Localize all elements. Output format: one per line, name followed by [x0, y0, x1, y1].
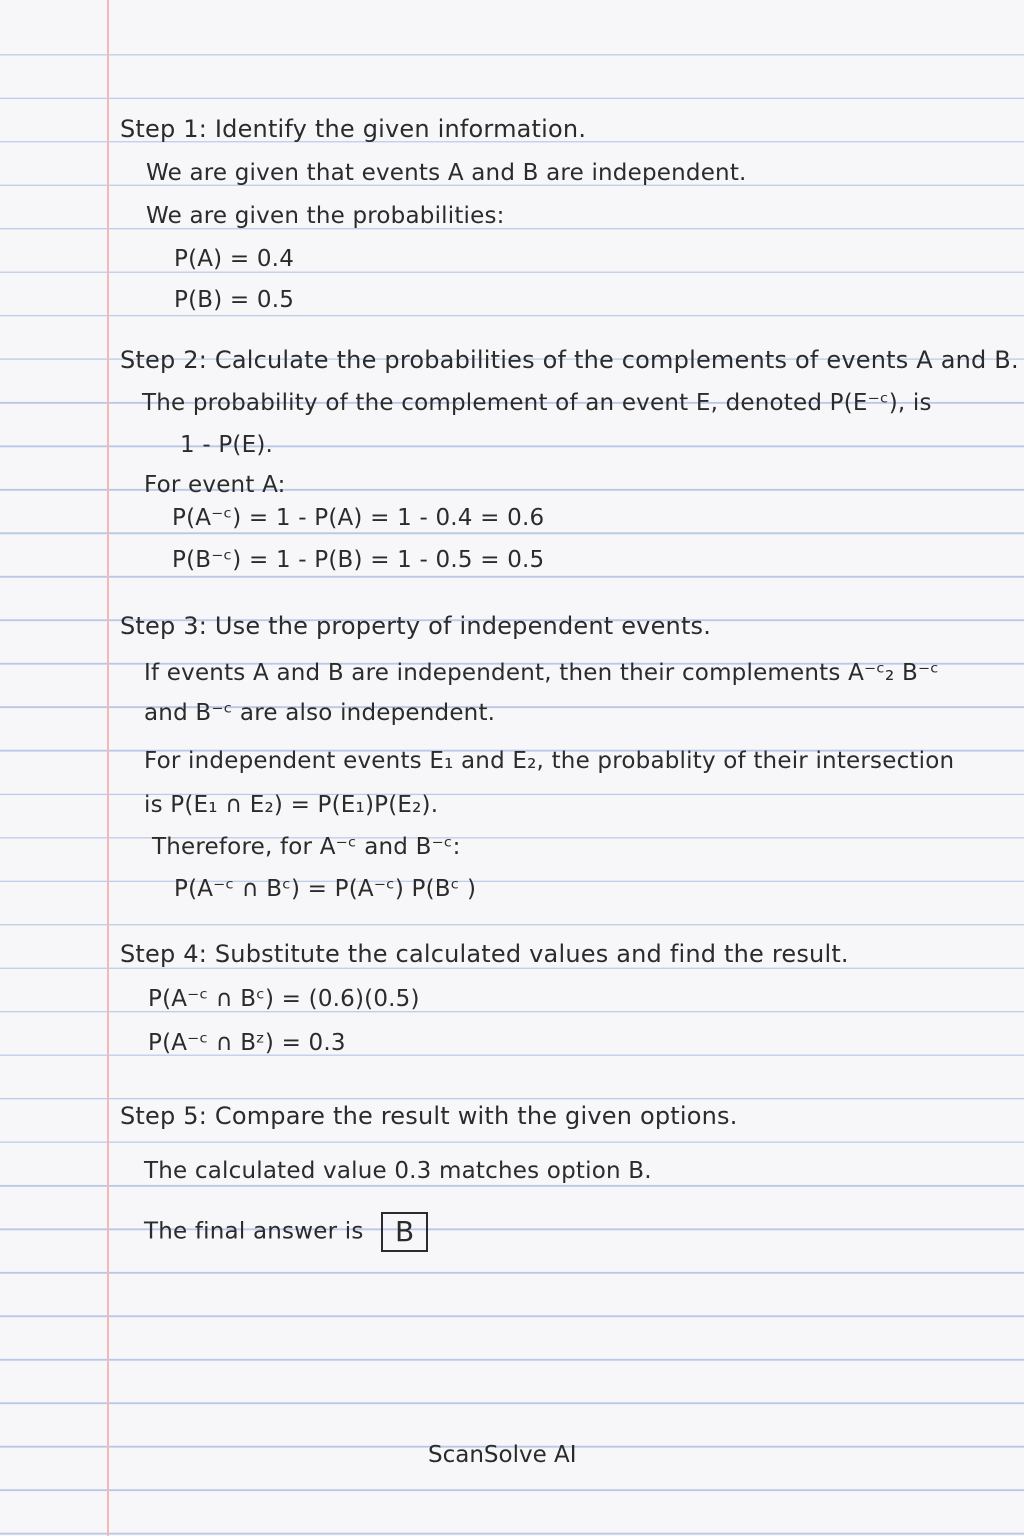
step-2-line-1: The probability of the complement of an event E, denoted P(E⁻ᶜ), is [142, 390, 932, 416]
step-3-line-4: is P(E₁ ∩ E₂) = P(E₁)P(E₂). [144, 792, 439, 818]
step-3-heading: Step 3: Use the property of independent events. [120, 612, 712, 640]
step-1-line-3: P(A) = 0.4 [174, 246, 295, 272]
step-2-heading: Step 2: Calculate the probabilities of the complements of events A and B. [120, 346, 1019, 374]
step-5-heading: Step 5: Compare the result with the given options. [120, 1102, 738, 1130]
step-1-line-1: We are given that events A and B are independent. [146, 160, 747, 186]
final-answer-box: B [381, 1212, 428, 1252]
step-2-line-3: For event A: [144, 472, 286, 498]
step-3-line-6: P(A⁻ᶜ ∩ Bᶜ) = P(A⁻ᶜ) P(Bᶜ ) [174, 876, 477, 902]
step-4-line-2: P(A⁻ᶜ ∩ Bᶻ) = 0.3 [148, 1030, 346, 1056]
footer-brand: ScanSolve AI [428, 1442, 577, 1468]
step-5-line-1: The calculated value 0.3 matches option B. [144, 1158, 652, 1184]
step-2-line-4: P(A⁻ᶜ) = 1 - P(A) = 1 - 0.4 = 0.6 [172, 505, 545, 531]
final-answer-line [144, 1212, 428, 1252]
step-1-line-2: We are given the probabilities: [146, 203, 505, 229]
step-3-line-3: For independent events E₁ and E₂, the probablity of their intersection [144, 748, 955, 774]
step-1-heading: Step 1: Identify the given information. [120, 115, 587, 143]
step-4-heading: Step 4: Substitute the calculated values and find the result. [120, 940, 849, 968]
step-1-line-4: P(B) = 0.5 [174, 287, 295, 313]
step-3-line-1: If events A and B are independent, then their complements A⁻ᶜ₂ B⁻ᶜ [144, 660, 940, 686]
step-2-line-2: 1 - P(E). [180, 432, 274, 458]
step-3-line-5: Therefore, for A⁻ᶜ and B⁻ᶜ: [152, 834, 461, 860]
step-2-line-5: P(B⁻ᶜ) = 1 - P(B) = 1 - 0.5 = 0.5 [172, 547, 545, 573]
final-answer-label: The final answer is [144, 1218, 364, 1245]
margin-line [107, 0, 109, 1536]
step-4-line-1: P(A⁻ᶜ ∩ Bᶜ) = (0.6)(0.5) [148, 986, 420, 1012]
step-3-line-2: and B⁻ᶜ are also independent. [144, 700, 496, 726]
